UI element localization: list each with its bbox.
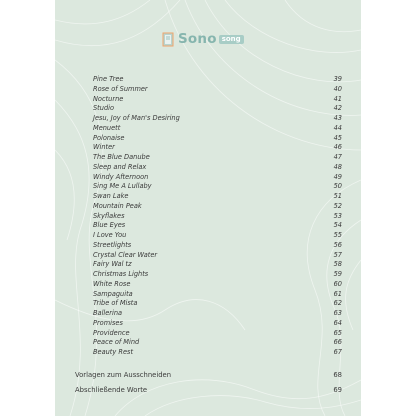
toc-item [93, 338, 342, 348]
toc-extra-item [75, 370, 342, 380]
toc-item-page: 53 [333, 211, 342, 220]
toc-item [93, 212, 342, 222]
toc-item-title: Christmas Lights [93, 270, 149, 278]
brand-badge: song [219, 35, 244, 44]
toc-item [93, 260, 342, 270]
toc-item-page: 62 [333, 299, 342, 308]
toc-item-page: 39 [333, 75, 342, 83]
toc-item-page: 46 [333, 143, 342, 152]
toc-item [93, 114, 342, 124]
toc-item [93, 85, 342, 95]
toc-item-page: 43 [333, 114, 342, 122]
toc-item-title: I Love You [93, 231, 127, 239]
toc-item-title: Jesu, Joy of Man's Desiring [93, 114, 180, 122]
toc-item-page: 59 [333, 270, 342, 278]
toc-item [93, 231, 342, 241]
toc-item [93, 104, 342, 114]
toc-extra-title: Abschließende Worte [75, 386, 148, 394]
toc-item-page: 61 [333, 289, 342, 298]
toc-item-page: 41 [333, 94, 342, 103]
book-icon [162, 32, 175, 47]
toc-item-title: Nocturne [93, 94, 124, 103]
toc-item [93, 270, 342, 280]
toc-item-title: Peace of Mind [93, 338, 140, 347]
toc-item-page: 60 [333, 279, 342, 288]
toc-item [93, 143, 342, 153]
table-of-contents [93, 75, 342, 358]
toc-item [93, 95, 342, 105]
toc-item-page: 44 [333, 123, 342, 132]
toc-item-title: Fairy Wal tz [93, 260, 132, 269]
toc-item-page: 58 [333, 260, 342, 269]
toc-item [93, 75, 342, 85]
toc-item [93, 251, 342, 261]
toc-extra-title: Vorlagen zum Ausschneiden [75, 371, 172, 379]
toc-item-page: 49 [333, 172, 342, 181]
toc-item-page: 56 [333, 240, 342, 249]
toc-item-page: 64 [333, 318, 342, 327]
toc-item-title: The Blue Danube [93, 153, 150, 161]
toc-item-page: 52 [333, 201, 342, 210]
toc-item-title: Streetlights [93, 240, 132, 249]
toc-item [93, 348, 342, 358]
toc-item-title: Menuett [93, 123, 121, 132]
toc-item-title: Sing Me A Lullaby [93, 182, 152, 191]
toc-extra-page: 68 [333, 371, 342, 379]
brand-logo [162, 31, 244, 47]
toc-item-page: 40 [333, 84, 342, 93]
toc-item-title: Skyflakes [93, 211, 125, 220]
toc-item-title: Polonaise [93, 133, 125, 142]
toc-item [93, 280, 342, 290]
toc-item-page: 48 [333, 162, 342, 171]
toc-item [93, 299, 342, 309]
toc-item-title: Sleep and Relax [93, 162, 147, 171]
toc-item [93, 309, 342, 319]
toc-item-page: 57 [333, 250, 342, 259]
toc-item-page: 51 [333, 192, 342, 200]
toc-item-title: Tribe of Mista [93, 299, 138, 308]
toc-item-page: 42 [333, 104, 342, 113]
toc-item-title: Studio [93, 104, 115, 113]
toc-item-title: White Rose [93, 279, 131, 288]
toc-item-title: Windy Afternoon [93, 172, 149, 181]
toc-item-page: 55 [333, 231, 342, 239]
toc-item-title: Swan Lake [93, 192, 129, 200]
toc-item-page: 67 [333, 348, 342, 356]
toc-item-title: Promises [93, 318, 123, 327]
toc-item [93, 182, 342, 192]
toc-item [93, 290, 342, 300]
toc-item [93, 134, 342, 144]
toc-item [93, 163, 342, 173]
toc-item-page: 45 [333, 133, 342, 142]
toc-item [93, 241, 342, 251]
toc-item-title: Ballerina [93, 309, 123, 317]
toc-item-title: Blue Eyes [93, 221, 126, 230]
toc-item-page: 63 [333, 309, 342, 317]
toc-item-page: 65 [333, 328, 342, 337]
toc-item-title: Pine Tree [93, 75, 124, 83]
toc-item [93, 173, 342, 183]
toc-item-page: 66 [333, 338, 342, 347]
toc-item [93, 153, 342, 163]
toc-item-page: 54 [333, 221, 342, 230]
toc-item-title: Mountain Peak [93, 201, 142, 210]
toc-item-title: Rose of Summer [93, 84, 148, 93]
toc-item-page: 50 [333, 182, 342, 191]
toc-item [93, 329, 342, 339]
toc-item-title: Crystal Clear Water [93, 250, 158, 259]
toc-item [93, 124, 342, 134]
toc-item-title: Providence [93, 328, 130, 337]
toc-item [93, 319, 342, 329]
toc-extra-item [75, 385, 342, 395]
toc-item [93, 221, 342, 231]
toc-item-title: Winter [93, 143, 115, 152]
brand-word: Sono [178, 31, 217, 47]
toc-item [93, 192, 342, 202]
toc-item-title: Beauty Rest [93, 348, 134, 356]
toc-item-page: 47 [333, 153, 342, 161]
toc-item-title: Sampaguita [93, 289, 133, 298]
toc-item [93, 202, 342, 212]
toc-extra-page: 69 [333, 386, 342, 394]
